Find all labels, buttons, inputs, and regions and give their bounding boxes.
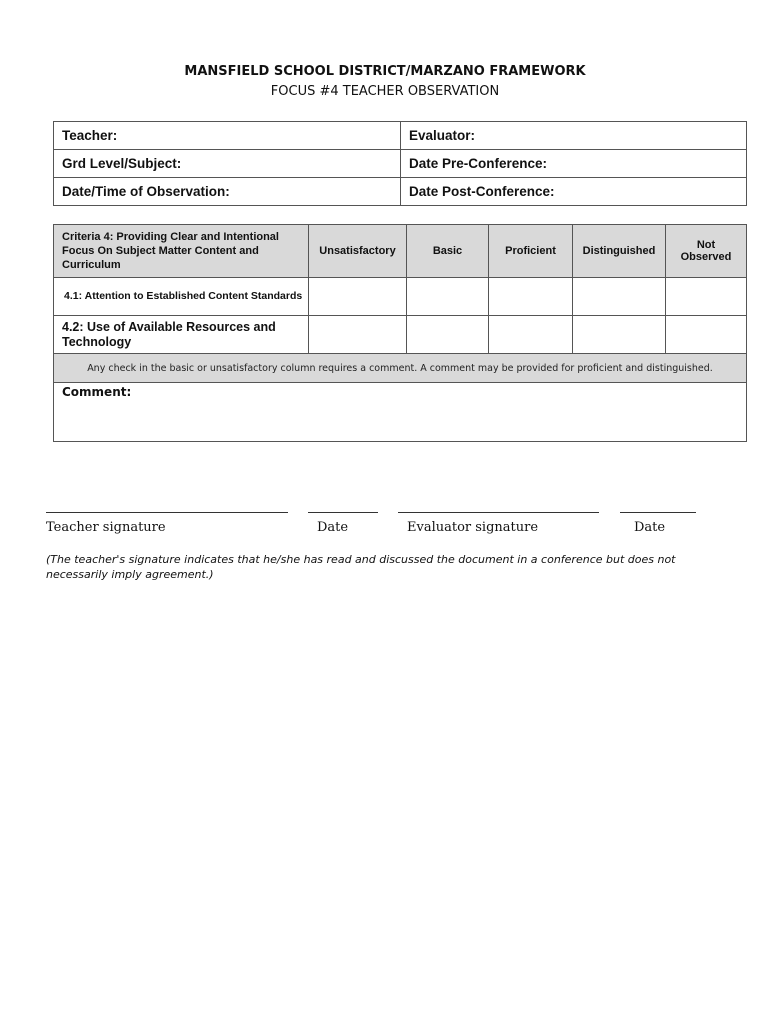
grade-subject-field[interactable]: Grd Level/Subject: [54,150,401,178]
teacher-signature-line[interactable] [46,498,288,513]
document-title: MANSFIELD SCHOOL DISTRICT/MARZANO FRAMEWORK [184,64,586,79]
column-unsatisfactory: Unsatisfactory [309,225,407,278]
rating-cell-unsatisfactory[interactable] [309,278,407,316]
teacher-field[interactable]: Teacher: [54,122,401,150]
evaluator-date-line[interactable] [620,498,696,513]
rating-cell-not-observed[interactable] [666,316,747,354]
signature-disclaimer: (The teacher's signature indicates that he/she has read and discussed the document in a conference but does not necessarily imply agreement.) [46,553,676,581]
date-pre-conference-field[interactable]: Date Pre-Conference: [401,150,747,178]
criteria-heading: Criteria 4: Providing Clear and Intentional Focus On Subject Matter Content and Curriculum [54,225,309,278]
comment-requirement-note-row [54,354,747,383]
evaluator-signature-label: Evaluator signature [407,520,539,535]
criteria-rating-table [53,224,747,442]
criteria-item-label: 4.1: Attention to Established Content Standards [54,278,309,316]
teacher-signature-label: Teacher signature [46,520,166,535]
rating-cell-proficient[interactable] [489,316,573,354]
evaluator-signature-line[interactable] [398,498,599,513]
teacher-date-label: Date [317,520,349,535]
date-time-observation-field[interactable]: Date/Time of Observation: [54,178,401,206]
observation-info-table [53,121,747,206]
rating-cell-distinguished[interactable] [573,278,666,316]
evaluator-field[interactable]: Evaluator: [401,122,747,150]
teacher-date-line[interactable] [308,498,378,513]
info-row [54,178,747,206]
date-post-conference-field[interactable]: Date Post-Conference: [401,178,747,206]
info-row [54,122,747,150]
rating-cell-distinguished[interactable] [573,316,666,354]
criteria-item-row [54,278,747,316]
comment-row [54,383,747,442]
column-distinguished: Distinguished [573,225,666,278]
criteria-header-row [54,225,747,278]
rating-cell-unsatisfactory[interactable] [309,316,407,354]
rating-cell-basic[interactable] [407,278,489,316]
criteria-item-row [54,316,747,354]
comment-field[interactable]: Comment: [54,383,747,442]
info-row [54,150,747,178]
column-not-observed: Not Observed [666,225,747,278]
rating-cell-not-observed[interactable] [666,278,747,316]
rating-cell-proficient[interactable] [489,278,573,316]
column-basic: Basic [407,225,489,278]
rating-cell-basic[interactable] [407,316,489,354]
document-subtitle: FOCUS #4 TEACHER OBSERVATION [270,84,500,99]
comment-requirement-note: Any check in the basic or unsatisfactory column requires a comment. A comment may be provided for proficient and distinguished. [54,354,747,383]
evaluator-date-label: Date [634,520,666,535]
criteria-item-label: 4.2: Use of Available Resources and Technology [54,316,309,354]
column-proficient: Proficient [489,225,573,278]
